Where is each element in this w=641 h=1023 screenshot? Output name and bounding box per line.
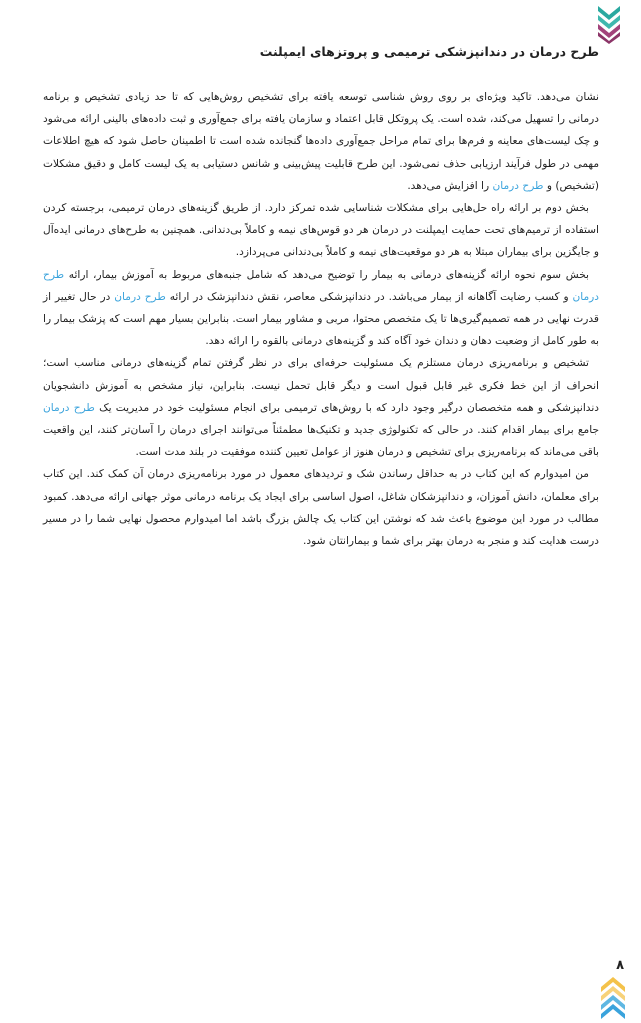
running-header-title: طرح درمان در دندانپزشکی ترمیمی و پروتزهای ایمپلنت [259,44,599,59]
term-treatment-plan: طرح درمان [43,401,95,414]
paragraph-1-text-a: نشان می‌دهد. تاکید ویژه‌ای بر روی روش شناسی توسعه یافته برای تشخیص روش‌هایی که تا حد زیادی تشخیص و برنامه درمانی را تسهیل می‌کند، شده است. یک پروتکل قابل اعتماد و سازمان یافته برای جمع‌آوری و ثبت داده‌های بالینی ارائه می‌شود و چک لیست‌های معاینه و فرم‌ها برای تمام مراحل جمع‌آوری داده‌ها گنجانده شده است تا اطمینان حاصل شود که هیچ اطلاعات مهمی در طول فرآیند ارزیابی حذف نمی‌شود. این طرح قابلیت پیش‌بینی و شانس دستیابی به یک لیست کامل و دقیق مشکلات (تشخیص) و [43,91,599,192]
paragraph-3-text-c: در حال تغییر از قدرت نهایی در همه تصمیم‌گیری‌ها تا یک متخصص محتوا، مربی و مشاور بیمار است. بنابراین بسیار مهم است که پزشک بیمار را به طور کامل از وضعیت دهان و دندان خود آگاه کند و گزینه‌های درمانی بالقوه را ارائه دهد. [43,290,599,348]
paragraph-4-text-b: جامع برای بیمار اقدام کنند. در حالی که تکنولوژی جدید و تکنیک‌ها مطمئناً می‌توانند اجرای درمان را آسان‌تر کنند، این واقعیت باقی می‌ماند که برنامه‌ریزی برای تشخیص و درمان هنوز از عوامل تعیین کننده موفقیت در بلند مدت است. [43,424,599,459]
page-number: ۸ [616,958,624,973]
paragraph-3-text-b: و کسب رضایت آگاهانه از بیمار می‌باشد. در دندانپزشکی معاصر، نقش دندانپزشک در ارائه [165,290,573,303]
paragraph-3 [43,264,599,353]
body-text [43,86,599,552]
paragraph-4-text-a: تشخیص و برنامه‌ریزی درمان مستلزم یک مسئولیت حرفه‌ای برای در نظر گرفتن تمام گزینه‌های درمانی مناسب است؛ انحراف از این خط فکری غیر قابل قبول است و دیگر قابل تحمل نیست. بنابراین، نیاز مشخص به آموزش دانشجویان دندانپزشکی و همه متخصصان درگیر وجود دارد که با روش‌های ترمیمی برای انجام مسئولیت خود در مدیریت یک [43,357,599,414]
term-treatment-plan: طرح درمان [43,268,600,303]
paragraph-1 [43,86,599,197]
term-treatment-plan: طرح درمان [114,290,166,303]
chevrons-down-icon [596,4,622,44]
paragraph-4 [43,352,599,463]
paragraph-3-text-a: بخش سوم نحوه ارائه گزینه‌های درمانی به بیمار را توضیح می‌دهد که شامل جنبه‌های مربوط به آموزش بیمار، ارائه [64,268,589,281]
paragraph-2: بخش دوم بر ارائه راه حل‌هایی برای مشکلات شناسایی شده تمرکز دارد. از طریق گزینه‌های درمان ترمیمی، برجسته کردن استفاده از ترمیم‌های تحت حمایت ایمپلنت در درمان هر دو قوس‌های نیمه و کاملاً بی‌دندانی. همچنین به طرح‌های درمانی ایده‌آل و جایگزین برای بیماران مبتلا به هر دو موقعیت‌های نیمه و کاملاً بی‌دندانی می‌پردازد. [43,202,599,259]
chevrons-up-icon [599,976,627,1020]
paragraph-5: من امیدوارم که این کتاب در به حداقل رساندن شک و تردیدهای معمول در مورد برنامه‌ریزی درمان آن کمک کند. این کتاب برای معلمان، دانش آموزان، و دندانپزشکان شاغل، اصول اساسی برای ایجاد یک برنامه درمانی موثر جهانی ارائه می‌دهد. کمبود مطالب در مورد این موضوع باعث شد که نوشتن این کتاب یک چالش بزرگ باشد اما امیدوارم محصول نهایی شما را در مسیر درست هدایت کند و منجر به درمان بهتر برای شما و بیمارانتان شود. [43,468,599,548]
term-treatment-plan: طرح درمان [492,179,544,192]
paragraph-1-text-b: را افزایش می‌دهد. [407,179,493,192]
